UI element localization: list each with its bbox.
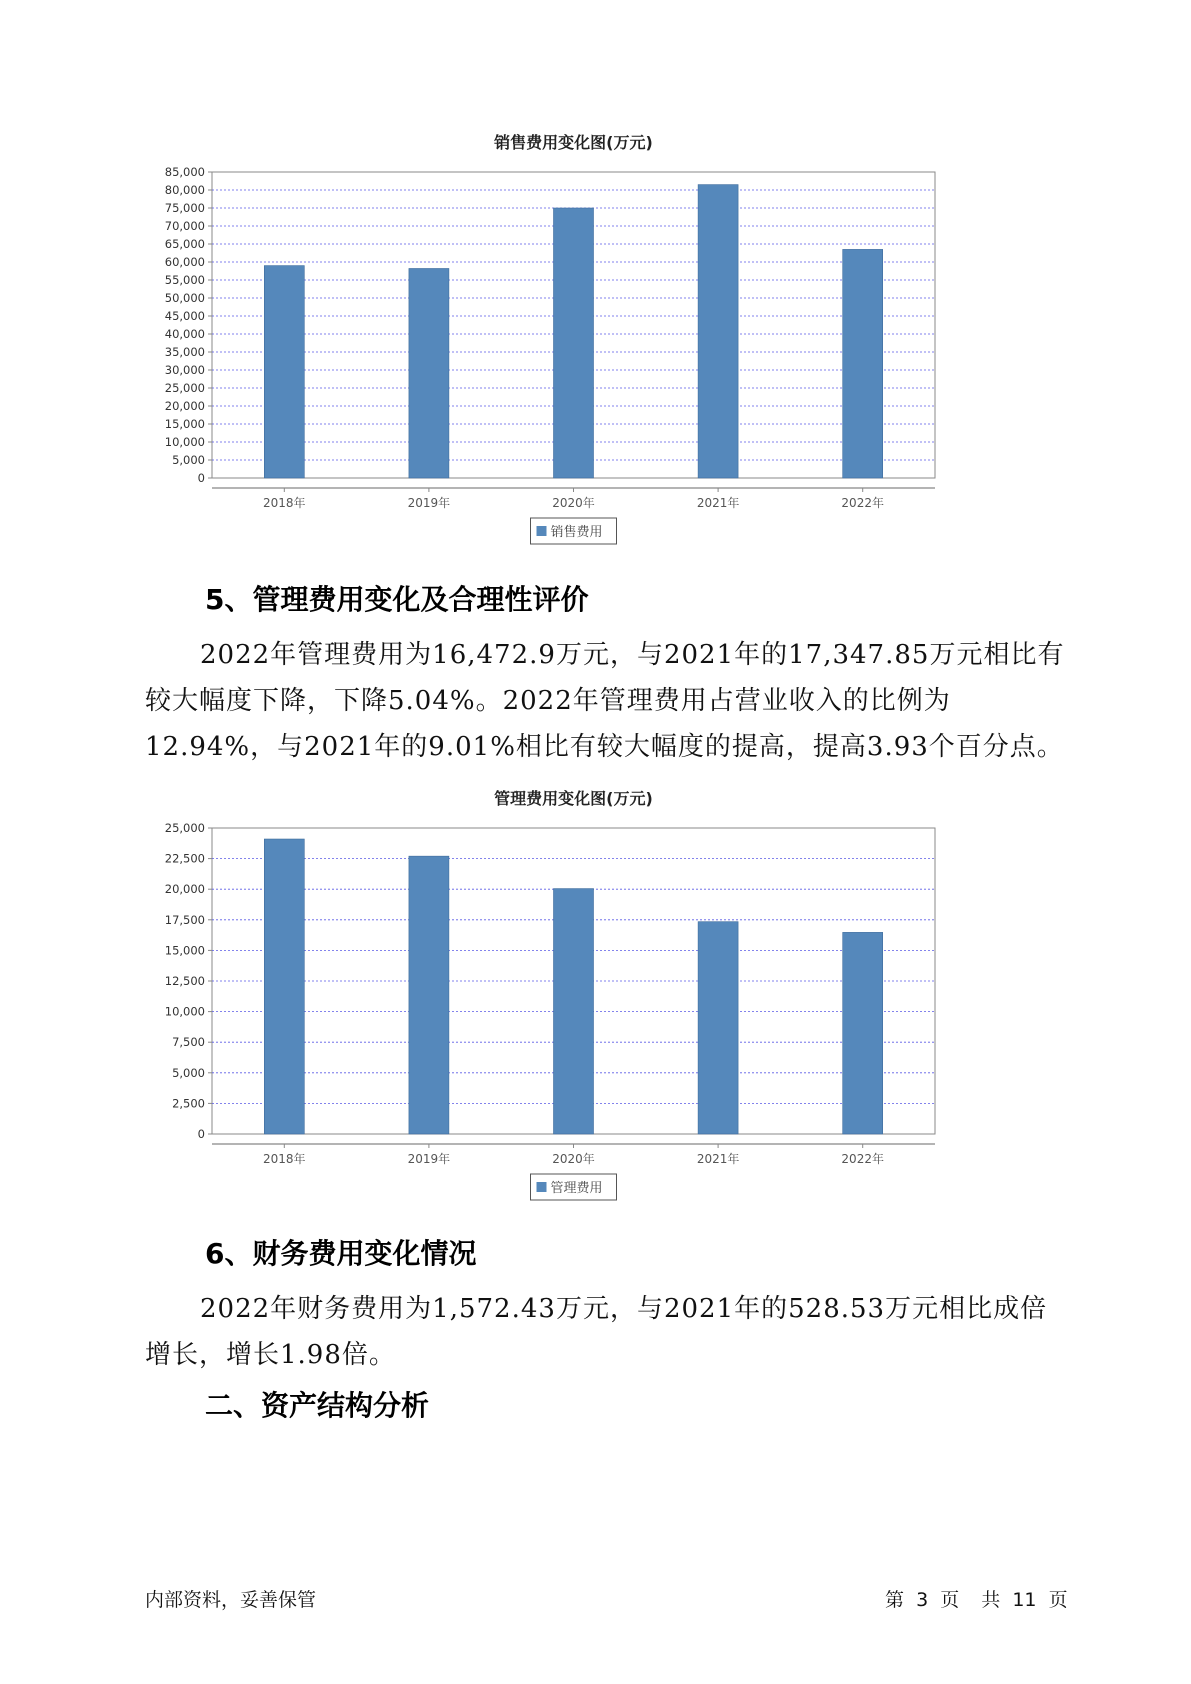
- admin-expense-chart: [150, 784, 1050, 1204]
- legend-label: 管理费用: [550, 1181, 603, 1196]
- footer-total-num: 11: [1012, 1589, 1037, 1611]
- y-tick-label: 22,500: [164, 851, 205, 866]
- y-tick-label: 12,500: [164, 974, 205, 988]
- y-tick-label: 70,000: [164, 219, 205, 233]
- y-tick-label: 85,000: [164, 165, 205, 179]
- y-tick-label: 5,000: [172, 453, 205, 467]
- footer-page-number: [885, 1585, 1074, 1612]
- bar: [698, 922, 738, 1134]
- y-tick-label: 50,000: [164, 291, 205, 305]
- y-tick-label: 55,000: [164, 273, 205, 287]
- x-tick-label: 2019年: [407, 496, 451, 510]
- y-tick-label: 15,000: [164, 943, 205, 958]
- bar: [843, 932, 883, 1134]
- chart-title: 管理费用变化图(万元): [494, 789, 653, 808]
- x-tick-label: 2021年: [696, 1152, 740, 1166]
- y-tick-label: 65,000: [164, 237, 205, 251]
- footer-total-prefix: 共: [981, 1589, 1001, 1611]
- y-tick-label: 20,000: [164, 882, 205, 897]
- x-tick-label: 2019年: [407, 1152, 451, 1166]
- y-tick-label: 35,000: [164, 345, 205, 359]
- y-tick-label: 40,000: [164, 327, 205, 341]
- x-tick-label: 2022年: [841, 496, 884, 510]
- y-tick-label: 45,000: [164, 309, 205, 323]
- y-tick-label: 7,500: [172, 1035, 205, 1050]
- section-asset-structure-heading: 二、资产结构分析: [205, 1389, 430, 1422]
- y-tick-label: 17,500: [164, 912, 205, 927]
- bar: [409, 268, 449, 478]
- section-5-heading: 5、管理费用变化及合理性评价: [205, 583, 589, 616]
- x-tick-label: 2018年: [263, 496, 306, 510]
- y-tick-label: 60,000: [164, 255, 205, 269]
- bar: [698, 185, 738, 478]
- section-6-heading: 6、财务费用变化情况: [205, 1237, 477, 1270]
- sales-expense-chart: [150, 128, 1050, 548]
- bar: [554, 889, 594, 1134]
- y-tick-label: 0: [197, 471, 205, 485]
- footer-page-num: 3: [916, 1589, 929, 1611]
- footer-total-suffix: 页: [1048, 1589, 1068, 1611]
- bar: [264, 266, 304, 478]
- bar: [554, 208, 594, 478]
- y-tick-label: 5,000: [172, 1065, 205, 1080]
- footer-confidential-note: 内部资料，妥善保管: [145, 1589, 317, 1611]
- legend-swatch: [537, 1182, 547, 1192]
- footer-page-mid: 页: [940, 1589, 960, 1611]
- legend-swatch: [537, 526, 547, 536]
- admin-expense-chart-svg: [150, 784, 1050, 1204]
- y-tick-label: 10,000: [164, 435, 205, 449]
- y-tick-label: 25,000: [164, 821, 205, 835]
- chart-title: 销售费用变化图(万元): [494, 133, 653, 152]
- y-tick-label: 10,000: [164, 1004, 205, 1019]
- y-tick-label: 80,000: [164, 183, 205, 197]
- legend-label: 销售费用: [550, 525, 603, 540]
- y-tick-label: 25,000: [164, 381, 205, 395]
- x-tick-label: 2021年: [696, 496, 740, 510]
- bar: [409, 856, 449, 1134]
- y-tick-label: 2,500: [172, 1096, 205, 1111]
- sales-expense-chart-svg: [150, 128, 1050, 548]
- x-tick-label: 2022年: [841, 1152, 884, 1166]
- y-tick-label: 75,000: [164, 201, 205, 215]
- x-tick-label: 2020年: [552, 1152, 595, 1166]
- section-6-paragraph: 2022年财务费用为1,572.43万元，与2021年的528.53万元相比成倍增长，增长1.98倍。: [145, 1294, 1048, 1370]
- footer-page-prefix: 第: [885, 1589, 905, 1611]
- bar: [843, 249, 883, 478]
- x-tick-label: 2018年: [263, 1152, 306, 1166]
- bar: [264, 839, 304, 1134]
- y-tick-label: 30,000: [164, 363, 205, 377]
- y-tick-label: 20,000: [164, 399, 205, 413]
- y-tick-label: 0: [197, 1127, 205, 1141]
- x-tick-label: 2020年: [552, 496, 595, 510]
- section-5-paragraph: 2022年管理费用为16,472.9万元，与2021年的17,347.85万元相比有较大幅度下降，下降5.04%。2022年管理费用占营业收入的比例为12.94%，与2021年的9.01%相比有较大幅度的提高，提高3.93个百分点。: [145, 640, 1065, 762]
- y-tick-label: 15,000: [164, 417, 205, 431]
